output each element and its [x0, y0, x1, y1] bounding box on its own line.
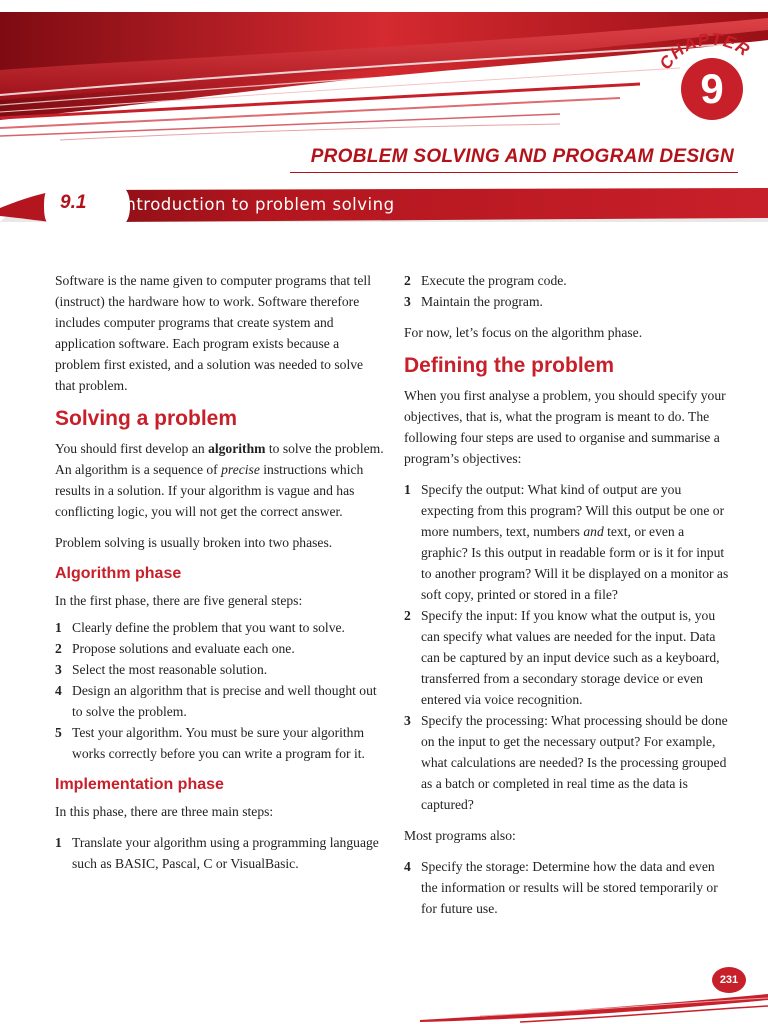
list-item: 2 Propose solutions and evaluate each one.	[55, 641, 295, 656]
focus-paragraph: For now, let’s focus on the algorithm phase.	[404, 325, 643, 340]
list-item: 3 Maintain the program.	[404, 294, 543, 309]
list-item: 5 Test your algorithm. You must be sure your algorithm works correctly before you can write a program for it.	[55, 725, 365, 761]
phases-paragraph: Problem solving is usually broken into two phases.	[55, 535, 333, 550]
list-item: 4 Design an algorithm that is precise and well thought out to solve the problem.	[55, 683, 377, 719]
left-column	[55, 270, 385, 884]
footer-swoosh-graphic	[0, 990, 768, 1024]
algorithm-phase-heading: Algorithm phase	[55, 565, 182, 582]
list-item: 3 Select the most reasonable solution.	[55, 662, 268, 677]
algorithm-intro: In the first phase, there are five general steps:	[55, 593, 303, 608]
solving-heading: Solving a problem	[55, 407, 238, 430]
implementation-steps-right	[404, 270, 734, 312]
chapter-label: CHAPTER	[655, 29, 754, 74]
storage-step	[404, 856, 734, 919]
page-number: 231	[712, 967, 746, 993]
section-number: 9.1	[60, 192, 87, 213]
right-column	[404, 270, 734, 929]
objective-steps	[404, 479, 734, 815]
list-item: 2 Specify the input: If you know what the output is, you can specify what values are needed for the input. Data can be captured by an input device such as a keyboard, transferred from a secondary storage device or even entered via voice recognition.	[404, 608, 720, 707]
most-programs-paragraph: Most programs also:	[404, 828, 516, 843]
chapter-title: PROBLEM SOLVING AND PROGRAM DESIGN	[310, 146, 734, 167]
list-item: 1 Translate your algorithm using a programming language such as BASIC, Pascal, C or VisualBasic.	[55, 835, 379, 871]
defining-heading: Defining the problem	[404, 354, 614, 377]
solving-paragraph: You should first develop an algorithm to solve the problem. An algorithm is a sequence of precise instructions which results in a solution. If your algorithm is vague and has conflicting logic, you will not get the correct answer.	[55, 441, 384, 519]
implementation-steps-left	[55, 832, 385, 874]
list-item: 4 Specify the storage: Determine how the data and even the information or results will be stored temporarily or for future use.	[404, 859, 718, 916]
list-item: 1 Specify the output: What kind of output are you expecting from this program? Will this output be one or more numbers, text, numbers and text, or even a graphic? Is this output in readable form or is it for input to another program? Will it be displayed on a monitor as soft copy, printed or stored in a file?	[404, 482, 729, 602]
section-title: Introduction to problem solving	[120, 195, 395, 214]
list-item: 2 Execute the program code.	[404, 273, 567, 288]
implementation-intro: In this phase, there are three main steps:	[55, 804, 274, 819]
defining-paragraph: When you first analyse a problem, you should specify your objectives, that is, what the program is meant to do. The following four steps are used to organise and summarise a program’s objectives:	[404, 388, 726, 466]
list-item: 1 Clearly define the problem that you want to solve.	[55, 620, 345, 635]
chapter-number-badge: 9	[681, 58, 743, 120]
title-rule	[290, 172, 738, 173]
intro-paragraph: Software is the name given to computer programs that tell (instruct) the hardware how to work. Software therefore includes computer programs that create system and application software. Each program exists because a problem first existed, and a solution was needed to solve that problem.	[55, 273, 371, 393]
algorithm-steps	[55, 617, 385, 764]
chapter-label-arc	[0, 0, 768, 150]
implementation-phase-heading: Implementation phase	[55, 776, 224, 793]
list-item: 3 Specify the processing: What processing should be done on the input to get the necessary output? For example, what calculations are needed? Is the processing grouped as a batch or completed in real time as the data is captured?	[404, 713, 728, 812]
